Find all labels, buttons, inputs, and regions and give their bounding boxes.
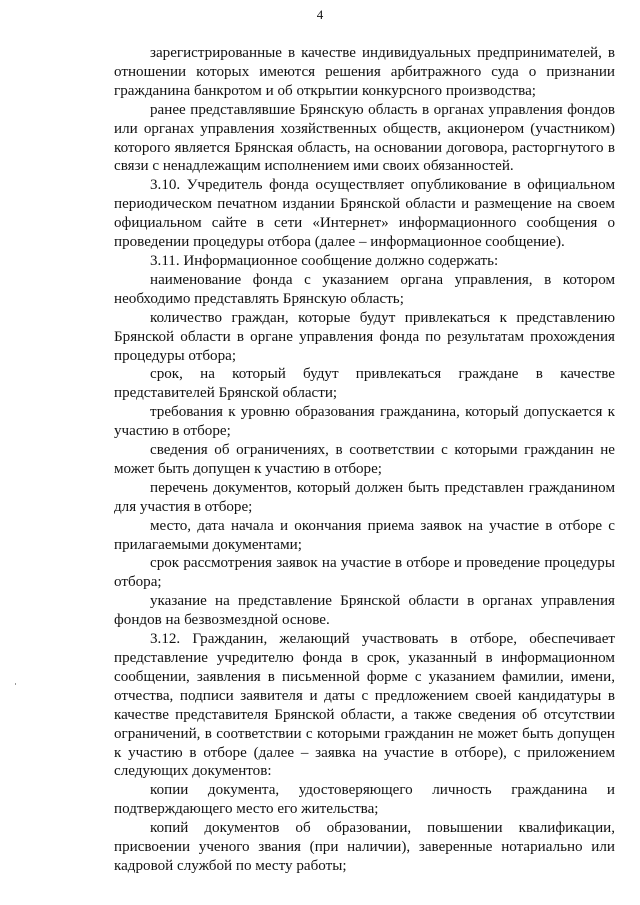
- scan-edge-mark: [15, 683, 16, 685]
- paragraph-bankrupt-entrepreneurs: зарегистрированные в качестве индивидуальных предпринимателей, в отношении которых имеются решения арбитражного суда о признании гражданина банкротом и об открытии конкурсного производства;: [114, 45, 615, 99]
- paragraph-unpaid-basis: указание на представление Брянской области в органах управления фондов на безвозмездной основе.: [114, 593, 615, 629]
- paragraph-clause-3-11: 3.11. Информационное сообщение должно содержать:: [150, 252, 499, 269]
- paragraph-clause-3-12: 3.12. Гражданин, желающий участвовать в отборе, обеспечивает представление учредителю фонда в срок, указанный в информационном сообщении, заявления в письменной форме с указанием фамилии, имени, отчества, подписи заявителя и даты с предложением своей кандидатуры в качестве представителя Брянской области, а также сведения об отсутствии ограничений, в соответствии с которыми гражданин не может быть допущен к участию в отборе (далее – заявка на участие в отборе), с приложением следующих документов:: [114, 631, 615, 780]
- paragraph-review-period: срок рассмотрения заявок на участие в отборе и проведение процедуры отбора;: [114, 555, 615, 591]
- paragraph-application-place-dates: место, дата начала и окончания приема заявок на участие в отборе с прилагаемыми документами;: [114, 517, 615, 553]
- paragraph-education-documents: копий документов об образовании, повышении квалификации, присвоении ученого звания (при наличии), заверенные нотариально или кадровой службой по месту работы;: [114, 820, 615, 874]
- paragraph-clause-3-10: 3.10. Учредитель фонда осуществляет опубликование в официальном периодическом печатном издании Брянской области и размещение на своем официальном сайте в сети «Интернет» информационного сообщения о проведении процедуры отбора (далее – информационное сообщение).: [114, 177, 615, 251]
- paragraph-term: срок, на который будут привлекаться граждане в качестве представителей Брянской области;: [114, 366, 615, 402]
- document-body: [114, 44, 615, 876]
- paragraph-education-requirements: требования к уровню образования гражданина, который допускается к участию в отборе;: [114, 404, 615, 440]
- paragraph-number-of-citizens: количество граждан, которые будут привлекаться к представлению Брянской области в органе управления фонда по результатам прохождения процедуры отбора;: [114, 309, 615, 364]
- paragraph-restrictions: сведения об ограничениях, в соответствии с которыми гражданин не может быть допущен к участию в отборе;: [114, 442, 615, 477]
- paragraph-fund-name: наименование фонда с указанием органа управления, в котором необходимо представлять Брянскую область;: [114, 271, 615, 307]
- paragraph-document-list: перечень документов, который должен быть представлен гражданином для участия в отборе;: [114, 479, 615, 515]
- paragraph-identity-documents: копии документа, удостоверяющего личность гражданина и подтверждающего место его жительства;: [114, 782, 615, 818]
- page-number: 4: [316, 7, 324, 22]
- paragraph-former-representatives: ранее представлявшие Брянскую область в органах управления фондов или органах управления хозяйственных обществ, акционером (участником) которого является Брянская область, на основании договора, расторгнутого в связи с ненадлежащим исполнением ими своих обязанностей.: [114, 101, 615, 175]
